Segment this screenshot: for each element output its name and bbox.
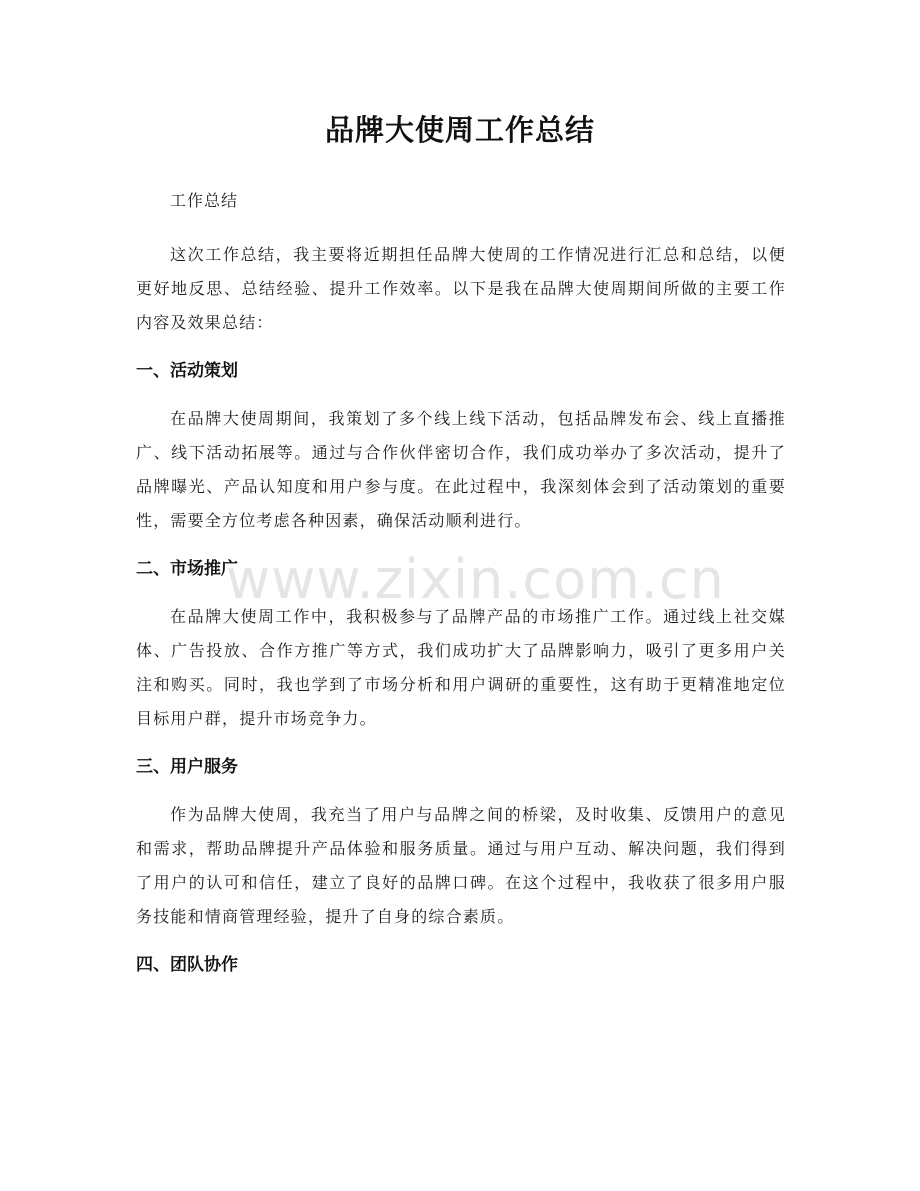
watermark: www.zixin.com.cn (226, 548, 725, 611)
section-paragraph-3: 作为品牌大使周，我充当了用户与品牌之间的桥梁，及时收集、反馈用户的意见和需求，帮助品牌提升产品体验和服务质量。通过与用户互动、解决问题，我们得到了用户的认可和信任，建立了良好的品牌口碑。在这个过程中，我收获了很多用户服务技能和情商管理经验，提升了自身的综合素质。 (136, 805, 786, 926)
section-heading-1: 一、活动策划 (136, 361, 238, 381)
section-paragraph-2: 在品牌大使周工作中，我积极参与了品牌产品的市场推广工作。通过线上社交媒体、广告投放、合作方推广等方式，我们成功扩大了品牌影响力，吸引了更多用户关注和购买。同时，我也学到了市场分析和用户调研的重要性，这有助于更精准地定位目标用户群，提升市场竞争力。 (136, 607, 786, 728)
intro-label: 工作总结 (170, 191, 239, 210)
document-title: 品牌大使周工作总结 (324, 113, 595, 147)
section-heading-3: 三、用户服务 (136, 757, 238, 777)
section-paragraph-1: 在品牌大使周期间，我策划了多个线上线下活动，包括品牌发布会、线上直播推广、线下活动拓展等。通过与合作伙伴密切合作，我们成功举办了多次活动，提升了品牌曝光、产品认知度和用户参与度。在此过程中，我深刻体会到了活动策划的重要性，需要全方位考虑各种因素，确保活动顺利进行。 (136, 409, 786, 530)
document-body (136, 184, 786, 996)
intro-paragraph: 这次工作总结，我主要将近期担任品牌大使周的工作情况进行汇总和总结，以便更好地反思、总结经验、提升工作效率。以下是我在品牌大使周期间所做的主要工作内容及效果总结： (136, 245, 786, 332)
section-heading-2: 二、市场推广 (136, 559, 238, 579)
section-heading-4: 四、团队协作 (136, 955, 238, 975)
